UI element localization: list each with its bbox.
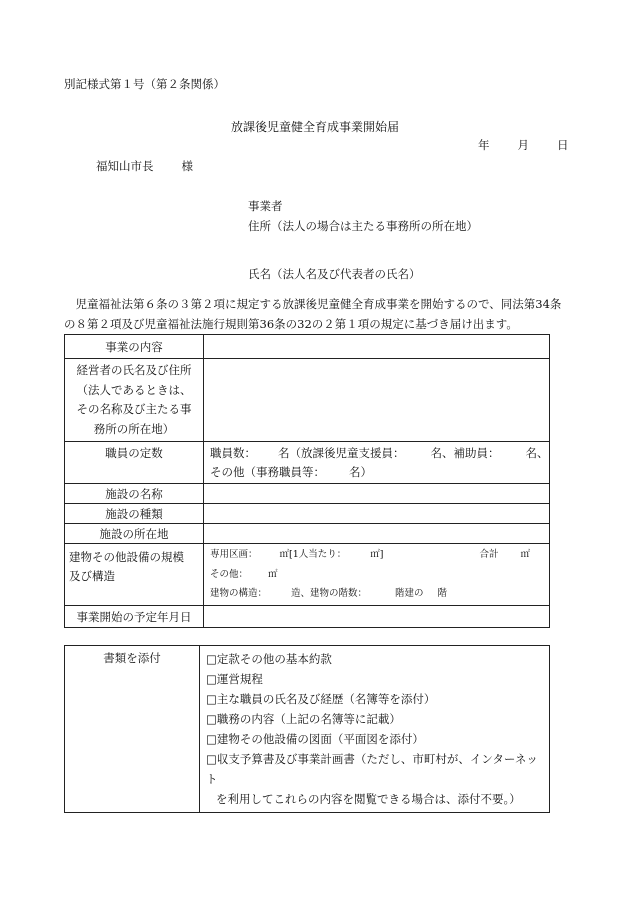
- facility-name-label: 施設の名称: [65, 484, 204, 504]
- business-content-label: 事業の内容: [65, 335, 204, 359]
- building-scale-field[interactable]: 専用区画： ㎡[1人当たり： ㎡] 合計 ㎡ その他： ㎡ 建物の構造： 造、建物の階数： 階建の 階: [204, 544, 550, 606]
- attachment-item[interactable]: □建物その他設備の図面（平面図を添付）: [206, 732, 424, 746]
- start-date-label: 事業開始の予定年月日: [65, 606, 204, 628]
- start-date-field[interactable]: [204, 606, 550, 628]
- applicant-label: 事業者: [248, 199, 283, 213]
- attachment-item[interactable]: □定款その他の基本約款: [206, 652, 332, 666]
- applicant-name-label: 氏名（法人名及び代表者の氏名）: [248, 267, 421, 281]
- facility-address-field[interactable]: [204, 524, 550, 544]
- date-line: [478, 137, 569, 153]
- facility-name-field[interactable]: [204, 484, 550, 504]
- building-scale-label: 建物その他設備の規模 及び構造: [65, 544, 204, 606]
- date-month-label: 月: [517, 138, 529, 152]
- applicant-address-label: 住所（法人の場合は主たる事務所の所在地）: [248, 219, 478, 233]
- staff-count-label: 職員の定数: [65, 442, 204, 484]
- document-title: 放課後児童健全育成事業開始届: [230, 120, 399, 134]
- date-year-label: 年: [478, 138, 490, 152]
- attachment-item[interactable]: □運営規程: [206, 672, 263, 686]
- main-form-table: [64, 334, 550, 628]
- attachment-item[interactable]: □職務の内容（上記の名簿等に記載）: [206, 712, 401, 726]
- addressee: [96, 158, 193, 174]
- attachment-item[interactable]: □主な職員の氏名及び経歴（名簿等を添付）: [206, 692, 436, 706]
- body-paragraph: 児童福祉法第６条の３第２項に規定する放課後児童健全育成事業を開始するので、同法第34条の８第２項及び児童福祉法施行規則第36条の32の２第１項の規定に基づき届け出ます。: [64, 297, 562, 331]
- staff-count-field[interactable]: 職員数： 名（放課後児童支援員： 名、補助員： 名、 その他（事務職員等： 名）: [204, 442, 550, 484]
- attachment-item[interactable]: □収支予算書及び事業計画書（ただし、市町村が、インターネット: [206, 752, 538, 786]
- facility-address-label: 施設の所在地: [65, 524, 204, 544]
- attachments-list: [200, 646, 550, 813]
- attachment-item-continuation: を利用してこれらの内容を閲覧できる場合は、添付不要。）: [216, 792, 521, 806]
- applicant-block: [248, 196, 478, 284]
- attachments-table: [64, 645, 550, 813]
- attachments-label: 書類を添付: [65, 646, 200, 813]
- operator-field[interactable]: [204, 359, 550, 442]
- operator-label: 経営者の氏名及び住所 （法人であるときは、 その名称及び主たる事 務所の所在地）: [65, 359, 204, 442]
- facility-type-label: 施設の種類: [65, 504, 204, 524]
- addressee-name: 福知山市長: [96, 159, 154, 173]
- form-number-label: 別記様式第１号（第２条関係）: [64, 77, 225, 91]
- date-day-label: 日: [557, 138, 569, 152]
- business-content-field[interactable]: [204, 335, 550, 359]
- addressee-honorific: 様: [181, 159, 193, 173]
- facility-type-field[interactable]: [204, 504, 550, 524]
